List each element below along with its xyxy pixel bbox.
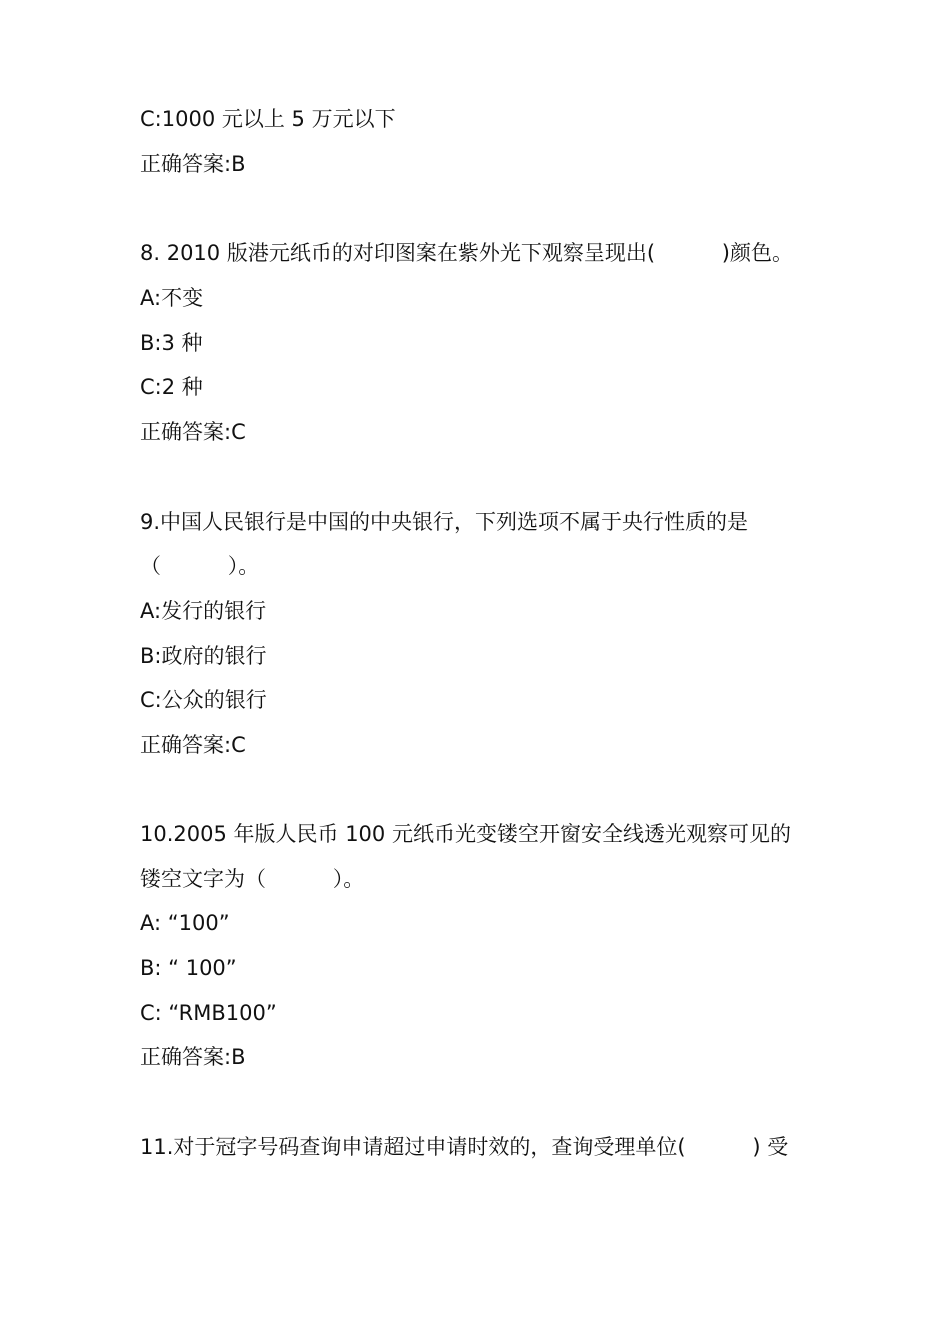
- question-9-line-1: 9.中国人民银行是中国的中央银行，下列选项不属于央行性质的是: [140, 510, 749, 534]
- question-10-line-1: 10.2005 年版人民币 100 元纸币光变镂空开窗安全线透光观察可见的: [140, 822, 791, 846]
- answer-q10: 正确答案:B: [140, 1045, 246, 1069]
- option-a-q10: A: “100”: [140, 911, 230, 935]
- option-c-q10: C: “RMB100”: [140, 1001, 277, 1025]
- option-c-q8: C:2 种: [140, 375, 203, 399]
- answer-q7: 正确答案:B: [140, 152, 246, 176]
- question-9-line-2: （ ）。: [140, 554, 260, 578]
- question-8: 8. 2010 版港元纸币的对印图案在紫外光下观察呈现出( )颜色。: [140, 241, 793, 265]
- question-11: 11.对于冠字号码查询申请超过申请时效的，查询受理单位( ) 受: [140, 1135, 789, 1159]
- option-c-q9: C:公众的银行: [140, 688, 267, 712]
- answer-q8: 正确答案:C: [140, 420, 246, 444]
- option-b-q8: B:3 种: [140, 331, 203, 355]
- option-b-q9: B:政府的银行: [140, 644, 267, 668]
- question-10-line-2: 镂空文字为（ ）。: [140, 867, 365, 891]
- option-a-q9: A:发行的银行: [140, 599, 267, 623]
- option-b-q10: B: “ 100”: [140, 956, 237, 980]
- option-c-q7: C:1000 元以上 5 万元以下: [140, 107, 396, 131]
- option-a-q8: A:不变: [140, 286, 204, 310]
- answer-q9: 正确答案:C: [140, 733, 246, 757]
